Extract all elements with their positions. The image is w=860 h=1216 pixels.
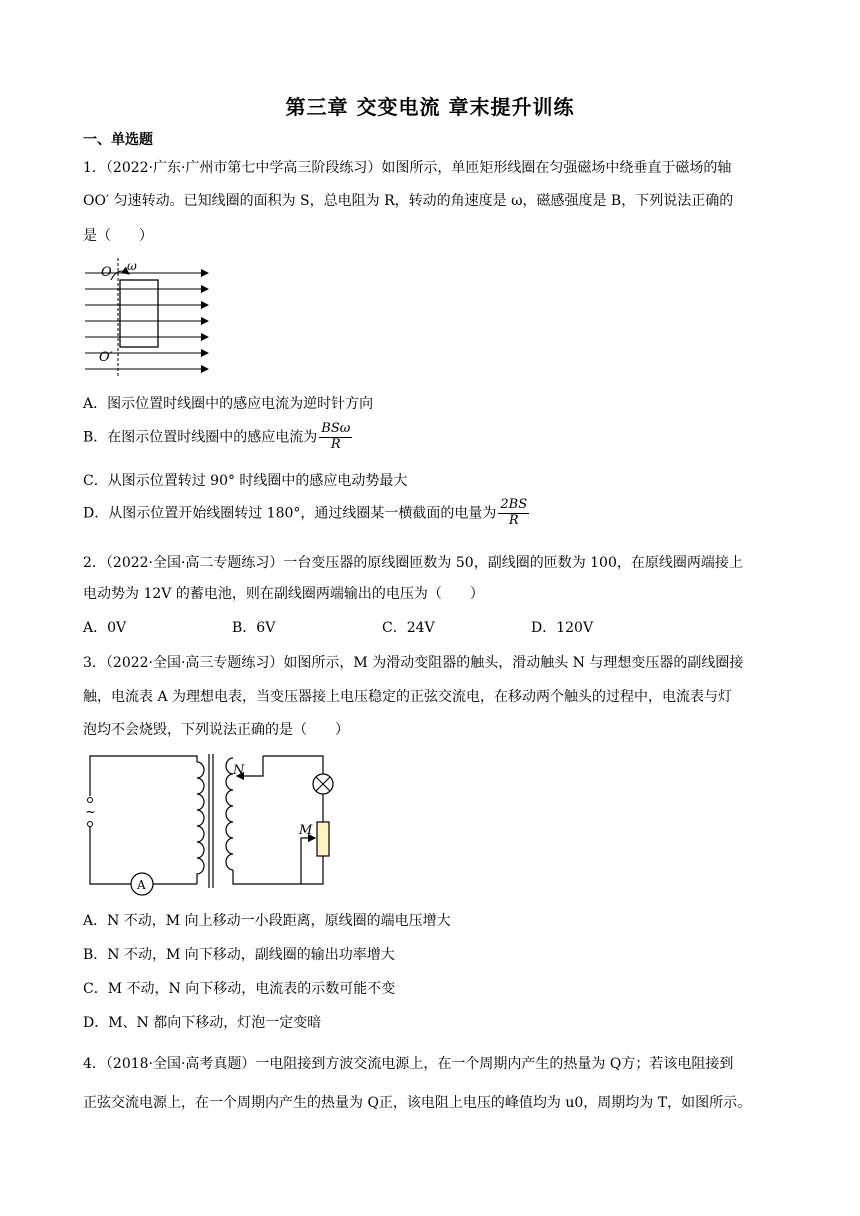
q1-option-d-text: D．从图示位置开始线圈转过 180°，通过线圈某一横截面的电量为 [83,505,497,522]
ammeter-label: A [137,878,146,892]
q2-option-b: B．6V [232,620,276,636]
q1-stem-line-1: 1．（2022·广东·广州市第七中学高三阶段练习）如图所示，单匝矩形线圈在匀强磁场中绕垂直于磁场的轴 [83,160,732,176]
q2-option-d: D．120V [531,620,594,636]
axis-label-o-prime: O′ [99,350,113,365]
slider-n-label: N [233,763,245,778]
q4-stem-line-2: 正弦交流电源上，在一个周期内产生的热量为 Q正，该电阻上电压的峰值均为 u0，周期均为 T，如图所示。 [83,1095,752,1111]
q3-stem-line-3: 泡均不会烧毁，下列说法正确的是（ ） [83,722,349,738]
q2-option-c: C．24V [382,620,435,636]
q1-option-b-text: B．在图示位置时线圈中的感应电流为 [83,429,318,446]
q1-option-d-fraction [498,498,529,529]
q2-stem-line-1: 2．（2022·全国·高二专题练习）一台变压器的原线圈匝数为 50，副线圈的匝数为 100，在原线圈两端接上 [83,555,743,571]
q4-stem-line-1: 4．（2018·全国·高考真题）一电阻接到方波交流电源上，在一个周期内产生的热量为 Q方；若该电阻接到 [83,1056,734,1072]
slider-m-label: M [299,823,313,838]
q1-option-b-fraction [319,422,352,453]
q3-transformer-figure [85,748,350,898]
q2-stem-line-2: 电动势为 12V 的蓄电池，则在副线圈两端输出的电压为（ ） [83,586,484,602]
q1-option-d [83,498,529,529]
q1-option-c: C．从图示位置转过 90° 时线圈中的感应电动势最大 [83,473,408,489]
section-heading: 一、单选题 [83,132,153,148]
fraction-denominator: R [330,436,341,452]
q1-option-a: A．图示位置时线圈中的感应电流为逆时针方向 [83,396,374,412]
q3-stem-line-1: 3．（2022·全国·高三专题练习）如图所示，M 为滑动变阻器的触头，滑动触头 N 与理想变压器的副线圈接 [83,655,744,671]
q1-stem-line-3: 是（ ） [83,228,153,244]
q3-option-b: B．N 不动，M 向下移动，副线圈的输出功率增大 [83,947,395,963]
axis-label-o: O [101,265,112,280]
q3-stem-line-2: 触，电流表 A 为理想电表，当变压器接上电压稳定的正弦交流电，在移动两个触头的过程中，电流表与灯 [83,689,733,705]
fraction-denominator: R [508,512,519,528]
q3-option-d: D．M、N 都向下移动，灯泡一定变暗 [83,1015,322,1031]
omega-label: ω [127,259,137,273]
q3-option-c: C．M 不动，N 向下移动，电流表的示数可能不变 [83,981,396,997]
q1-option-b [83,422,352,453]
q3-option-a: A．N 不动，M 向上移动一小段距离，原线圈的端电压增大 [83,913,451,929]
q2-option-a: A．0V [83,620,127,636]
fraction-numerator: 2BS [500,497,528,512]
q1-coil-figure [83,258,218,378]
fraction-numerator: BSω [321,421,351,436]
ac-source-symbol: ~ [85,805,96,820]
page-title: 第三章 交变电流 章末提升训练 [285,95,575,119]
q1-stem-line-2: OO′ 匀速转动。已知线圈的面积为 S，总电阻为 R，转动的角速度是 ω，磁感强度是 B，下列说法正确的 [83,193,734,209]
